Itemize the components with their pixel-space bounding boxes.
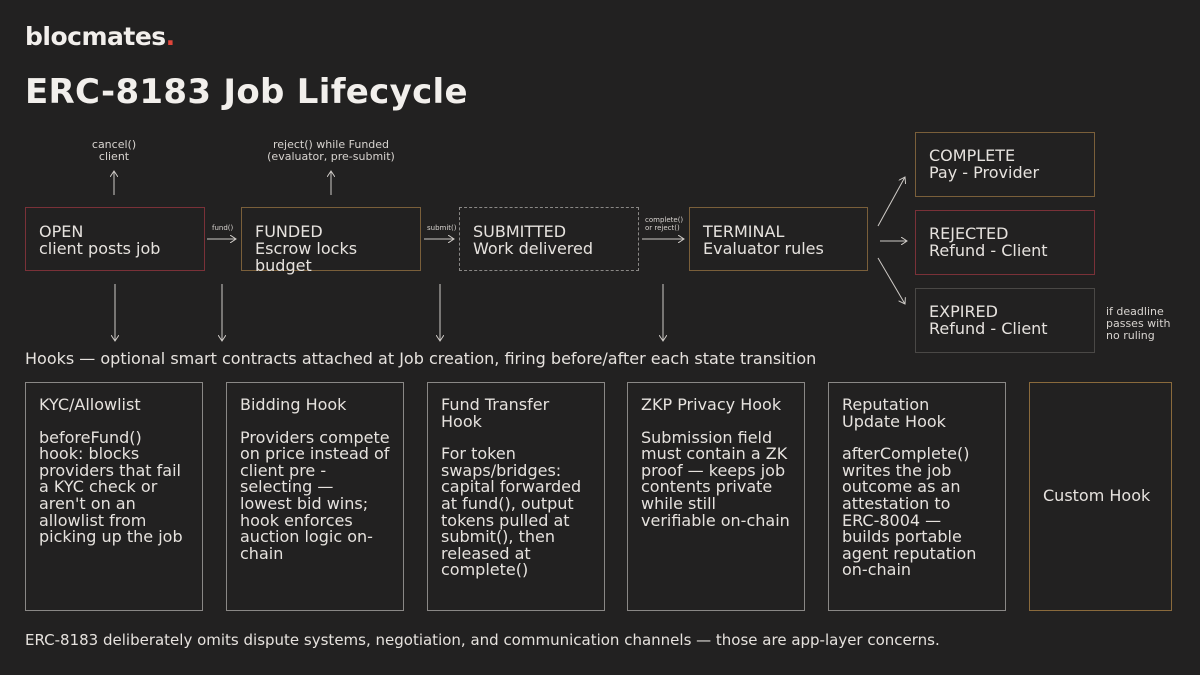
- hook-zkp-privacy: [627, 382, 805, 611]
- complete-reject-line2: or reject(): [645, 224, 680, 232]
- hook-desc: Submission field must contain a ZK proof — keeps job contents private while still verifiable on-chain: [641, 427, 790, 530]
- outcome-complete: [915, 132, 1095, 197]
- hook-desc: beforeFund() hook: blocks providers that fail a KYC check or aren't on an allowlist from picking up the job: [39, 427, 183, 547]
- arrow-to-complete: [878, 177, 905, 226]
- state-submitted-desc: Work delivered: [473, 239, 594, 258]
- outcome-expired-name: EXPIRED: [929, 302, 998, 321]
- complete-reject-label: [645, 216, 683, 232]
- state-open-name: OPEN: [39, 222, 84, 241]
- arrow-to-expired: [878, 258, 905, 304]
- state-terminal: [689, 207, 868, 271]
- state-open: [25, 207, 205, 271]
- outcome-rejected: [915, 210, 1095, 275]
- cancel-label-line2: client: [98, 150, 130, 163]
- state-terminal-desc: Evaluator rules: [703, 239, 824, 258]
- state-open-desc: client posts job: [39, 239, 161, 258]
- state-terminal-name: TERMINAL: [703, 222, 785, 241]
- complete-reject-line1: complete(): [645, 216, 684, 224]
- state-funded-desc: Escrow locks budget: [255, 239, 358, 275]
- fund-label: fund(): [212, 224, 234, 232]
- hook-title: KYC/Allowlist: [39, 395, 141, 414]
- state-funded-name: FUNDED: [255, 222, 323, 241]
- cancel-label: [64, 139, 164, 163]
- state-funded: [241, 207, 421, 275]
- hook-title: Fund Transfer Hook: [441, 395, 550, 431]
- reject-funded-label: [241, 139, 421, 163]
- outcome-expired-desc: Refund - Client: [929, 319, 1048, 338]
- hook-desc: afterComplete() writes the job outcome as an attestation to ERC-8004 — builds portable agent reputation on-chain: [842, 444, 977, 580]
- hook-title: Bidding Hook: [240, 395, 347, 414]
- footer-note: ERC-8183 deliberately omits dispute systems, negotiation, and communication channels — those are app-layer concerns.: [25, 631, 940, 649]
- hooks-intro: Hooks — optional smart contracts attached at Job creation, firing before/after each state transition: [25, 349, 817, 368]
- hook-custom-title: Custom Hook: [1043, 486, 1151, 506]
- outcome-rejected-name: REJECTED: [929, 224, 1009, 243]
- hook-title: Reputation Update Hook: [842, 395, 946, 431]
- page-title: ERC-8183 Job Lifecycle: [25, 72, 468, 112]
- brand-name: blocmates: [25, 22, 166, 51]
- submit-label: submit(): [427, 224, 457, 232]
- hook-bidding: [226, 382, 404, 611]
- hook-reputation-update: [828, 382, 1006, 611]
- brand-dot: .: [165, 22, 175, 51]
- hook-desc: Providers compete on price instead of client pre -selecting — lowest bid wins; hook enforces auction logic on-chain: [240, 427, 390, 563]
- cancel-label-line1: cancel(): [91, 138, 137, 151]
- hook-custom: [1029, 382, 1172, 611]
- outcome-complete-desc: Pay - Provider: [929, 163, 1040, 182]
- hook-kyc-allowlist: [25, 382, 203, 611]
- reject-funded-label-line2: (evaluator, pre-submit): [267, 150, 395, 163]
- hook-fund-transfer: [427, 382, 605, 611]
- state-submitted-name: SUBMITTED: [473, 222, 567, 241]
- reject-funded-label-line1: reject() while Funded: [272, 138, 390, 151]
- state-submitted: [459, 207, 639, 271]
- outcome-complete-name: COMPLETE: [929, 146, 1016, 165]
- outcome-rejected-desc: Refund - Client: [929, 241, 1048, 260]
- hook-desc: For token swaps/bridges: capital forwarded at fund(), output tokens pulled at submit(), then released at complete(): [441, 444, 582, 580]
- hook-title: ZKP Privacy Hook: [641, 395, 782, 414]
- expired-note: if deadline passes with no ruling: [1106, 305, 1171, 342]
- outcome-expired: [915, 288, 1095, 353]
